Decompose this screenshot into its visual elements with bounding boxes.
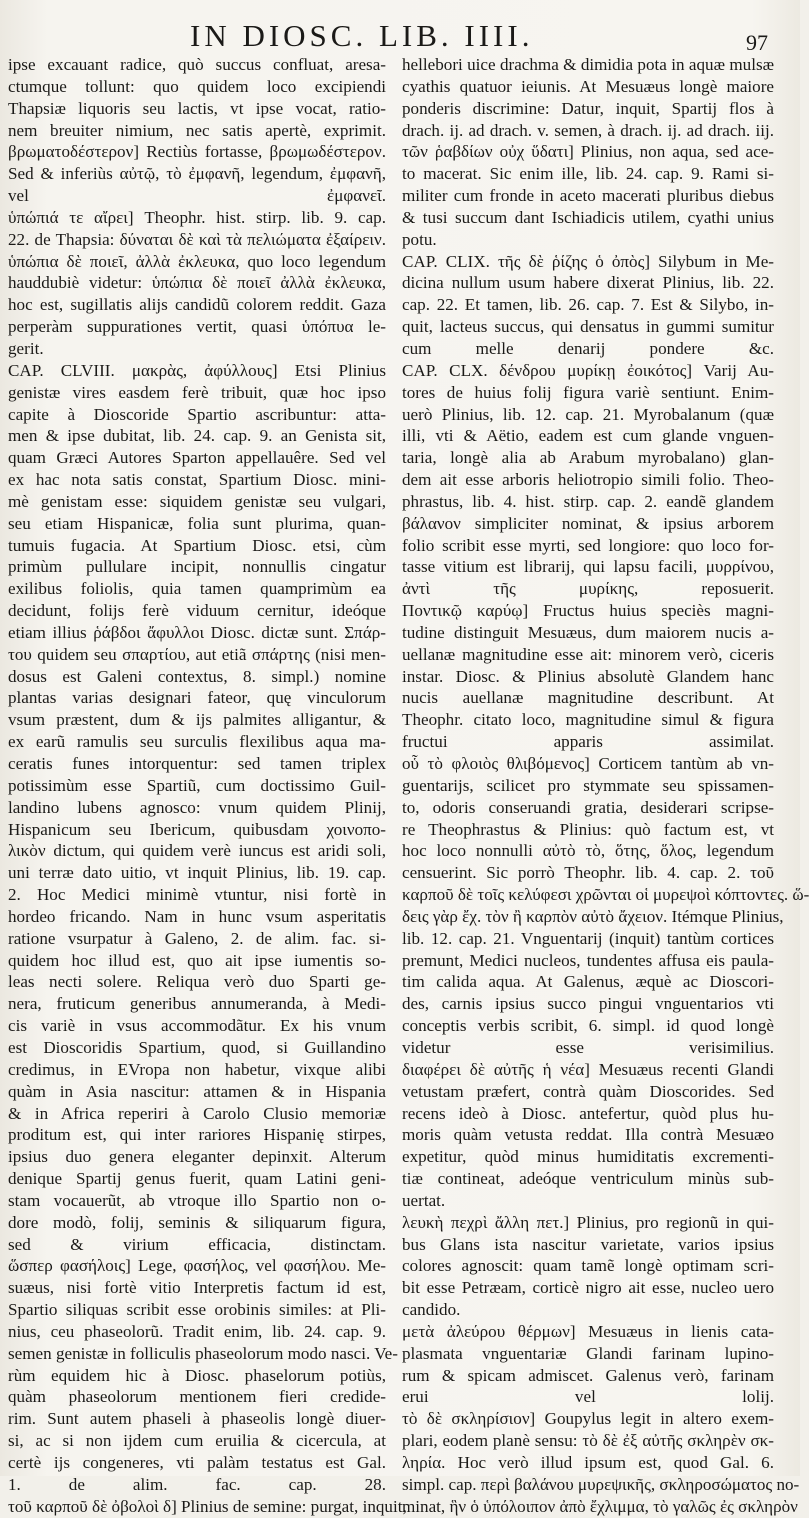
text-line: des, carnis ipsius succo pingui vnguentarios vti	[402, 994, 774, 1014]
text-line: potissimùm esse Spartiũ, cum doctissimo Guil-	[8, 775, 386, 795]
text-line: tasse vitium est librarij, qui lapsu facili, μυρρίνου,	[402, 557, 774, 577]
text-line: dore modò, folij, seminis & siliquarum figura,	[8, 1212, 386, 1232]
text-line: uerò Plinius, lib. 12. cap. 21. Myrobalanum (quæ	[402, 404, 774, 424]
text-line: exilibus foliolis, quia tamen quamprimùm ea	[8, 579, 386, 599]
text-line: cyathis quatuor ieiunis. At Mesuæus longè maiore	[402, 76, 774, 96]
right-text-column	[402, 54, 809, 1516]
text-line: Sed & inferiùs αὐτῷ, τὸ ἐμφανῆ, legendum, ἐμφανῆ,	[8, 164, 386, 184]
text-line: uellanæ magnitudine esse ait: minorem verò, ciceris	[402, 644, 774, 664]
text-line: videtur esse verisimilius.	[402, 1037, 774, 1057]
text-line: ponderis discrimine: Datur, inquit, Spartij flos à	[402, 98, 774, 118]
text-line: vel ἐμφανεῖ.	[8, 186, 386, 206]
text-line: ipse excauant radice, quò succus confluat, aresa-	[8, 55, 386, 74]
text-line: to macerat. Sic enim ille, lib. 24. cap. 9. Rami si-	[402, 164, 774, 184]
text-line: recens ideò à Diosc. antefertur, quòd plus hu-	[402, 1103, 774, 1123]
text-line: quam Græci Autores Sparton appellauêre. Sed vel	[8, 448, 386, 468]
text-line: re Theophrastus & Plinius: quò factum est, vt	[402, 819, 774, 839]
text-line: 2. Hoc Medici minimè vtuntur, nisi fortè in	[8, 885, 386, 905]
text-line: gerit.	[8, 338, 44, 358]
text-line: premunt, Medici nucleos, tundentes affusa eis paula-	[402, 950, 774, 970]
text-line: seu etiam Hispanicæ, folia sunt plurima, quan-	[8, 513, 386, 533]
text-line: minat, ἣν ὁ ὑπόλοιπον ἀπὸ ἔχλιμμα, τὸ γαλῶς ἐς σκληρὸν	[402, 1496, 798, 1516]
text-line: colores agnoscit: quam tamẽ longè optimam scri-	[402, 1256, 774, 1276]
left-text-column	[8, 54, 407, 1516]
text-line: Hispanicum seu Ibericum, quibusdam χοινοπο-	[8, 819, 386, 839]
text-line: men & ipse dubitat, lib. 24. cap. 9. an Genista sit,	[8, 426, 386, 446]
text-line: decidunt, folijs ferè viduum cernitur, ideóque	[8, 601, 386, 621]
text-line: cap. 22. Et tamen, lib. 26. cap. 7. Est & Silybo, in-	[402, 295, 774, 315]
text-line: λευκὴ πεχρὶ ἄλλη πετ.] Plinius, pro regionũ in qui-	[402, 1212, 774, 1232]
text-line: fructui apparis assimilat.	[402, 732, 774, 752]
running-head	[0, 14, 800, 54]
text-line: καρποῦ δὲ τοῖς κελύφεσι χρῶνται οἱ μυρεψοὶ κόπτοντες. ὥ-	[402, 885, 809, 905]
text-line: si, ac si non ijdem cum eruilia & cicercula, at	[8, 1431, 386, 1451]
text-line: & tusi succum dant Ischiadicis utilem, cyathi unius	[402, 207, 774, 227]
text-line: CAP. CLX. δένδρου μυρίκῃ ἐοικότος] Varij Au-	[402, 360, 774, 380]
text-line: bit esse Petræam, corticè nigro ait esse, nucleo uero	[402, 1278, 774, 1298]
text-line: cum melle denarij pondere &c.	[402, 338, 774, 358]
text-line: quàm phaseolorum mentionem fieri credide-	[8, 1387, 386, 1407]
text-line: dicina nullum usum habere dixerat Plinius, lib. 22.	[402, 273, 774, 293]
text-line: phrastus, lib. 4. hist. stirp. cap. 2. eandẽ glandem	[402, 491, 774, 511]
text-line: dosus est Galeni contextus, 8. simpl.) nomine	[8, 666, 386, 686]
text-line: tim calida aqua. At Galenus, æquè ac Dioscori-	[402, 972, 774, 992]
page-number: 97	[746, 30, 768, 55]
text-line: τῶν ῥαβδίων οὐχ ὕδατι] Plinius, non aqua, sed ace-	[402, 142, 774, 162]
text-line: semen genistæ in folliculis phaseolorum modo nasci. Ve-	[8, 1343, 398, 1363]
text-line: rum & spicam admiscet. Galenus verò, farinam	[402, 1365, 774, 1385]
text-line: ληρία. Hoc verò illud ipsum est, quod Gal. 6.	[402, 1453, 774, 1472]
text-line: ipsius duo genera eleganter depinxit. Alterum	[8, 1147, 386, 1167]
text-line: etiam illius ῥάβδοι ἄφυλλοι Diosc. dictæ sunt. Σπάρ-	[8, 622, 386, 642]
text-line: hoc est, sugillatis alijs candidũ colorem reddit. Gaza	[8, 295, 386, 315]
text-line: ex earũ ramulis seu surculis flexilibus aqua ma-	[8, 732, 386, 752]
text-line: moris quàm vetusta reddat. Illa contrà Mesuæo	[402, 1125, 774, 1145]
text-line: δεις γὰρ ἔχ. τὸν ἢ καρπὸν αὐτὸ ἄχειον. Itémque Plinius,	[402, 906, 784, 926]
text-line: οὗ τὸ φλοιὸς θλιβόμενος] Corticem tantùm ab vn-	[402, 754, 774, 773]
text-line: dem ait esse arboris heliotropio simili folio. Theo-	[402, 470, 774, 490]
text-line: ὥσπερ φασήλοις] Lege, φασήλος, vel φασήλου. Me-	[8, 1256, 386, 1276]
text-line: plari, eodem planè sensu: τὸ δὲ ἐξ αὐτῆς σκληρὲν σκ-	[402, 1431, 774, 1451]
text-line: quàm in Asia nascitur: attamen & in Hispania	[8, 1081, 386, 1101]
text-line: quidem hoc illud est, quo ait ipse iumentis so-	[8, 950, 386, 970]
text-line: & in Africa reperiri à Carolo Clusio memoriæ	[8, 1103, 386, 1123]
text-line: διαφέρει δὲ αὐτῆς ἡ νέα] Mesuæus recenti Glandi	[402, 1059, 774, 1079]
text-line: denique Spartij genus fuerit, quam Latini geni-	[8, 1169, 386, 1189]
text-line: suæus, nisi fortè vitio Interpretis factum id est,	[8, 1278, 386, 1298]
text-line: plasmata vnguentariæ Glandi farinam lupino-	[402, 1343, 774, 1363]
text-line: candido.	[402, 1300, 461, 1320]
text-line: nera, fruticum generibus annumeranda, à Medi-	[8, 994, 386, 1014]
text-line: ctumque tollunt: quo quidem loco excipiendi	[8, 76, 386, 96]
text-line: tumuis fugacia. At Spartium Diosc. etsi, cùm	[8, 535, 386, 555]
text-line: primùm pullulare incipit, nonnullis cingatur	[8, 557, 386, 577]
text-line: credimus, in EVropa non habetur, vixque alibi	[8, 1059, 386, 1079]
text-line: ἀντὶ τῆς μυρίκης, reposuerit.	[402, 579, 774, 599]
text-line: plantas varias designari fateor, quę vinculorum	[8, 688, 386, 708]
text-line: CAP. CLIX. τῆς δὲ ῥίζης ὁ ὀπὸς] Silybum in Me-	[402, 251, 774, 271]
text-line: του quidem seu σπαρτίου, aut etiã σπάρτης (nisi men-	[8, 644, 386, 664]
text-line: ceratis funes intorquentur: sed tamen triplex	[8, 754, 386, 773]
text-line: bus Glans ista nascitur varietate, varios ipsius	[402, 1234, 774, 1254]
text-line: nem breuiter nimium, nec satis apertè, exprimit.	[8, 120, 386, 140]
text-line: rim. Sunt autem phaseli à phaseolis longè diuer-	[8, 1409, 386, 1429]
text-line: mè genistam esse: siquidem genistæ seu vulgari,	[8, 491, 386, 511]
text-line: tores de huius folij figura variè sentiunt. Enim-	[402, 382, 774, 402]
text-line: militer cum fronde in aceto macerati pluribus diebus	[402, 186, 774, 206]
text-line: vetustam præfert, contrà quàm Dioscorides. Sed	[402, 1081, 774, 1101]
text-line: ὑπώπιά τε αἴρει] Theophr. hist. stirp. lib. 9. cap.	[8, 207, 386, 227]
text-line: to, odoris conseruandi gratia, desiderari scripse-	[402, 797, 774, 817]
text-line: sed & virium efficacia, distinctam.	[8, 1234, 386, 1254]
text-line: proditum est, qui inter rariores Hispanię stirpes,	[8, 1125, 386, 1145]
text-line: βρωματοδέστερον] Rectiùs fortasse, βρωμωδέστερον.	[8, 142, 386, 162]
text-line: capite à Dioscoride Spartio ascribuntur: atta-	[8, 404, 386, 424]
text-line: ὑπώπια δὲ ποιεῖ, ἀλλὰ ἐκλευκα, quo loco legendum	[8, 251, 386, 271]
text-line: tiæ contineat, adeóque ventriculum minùs sub-	[402, 1169, 774, 1189]
text-line: hauddubiè videtur: ὑπώπια δὲ ποιεῖ ἀλλὰ ἐκλευκα,	[8, 273, 386, 293]
text-line: folio scribit esse myrti, sed longiore: quo loco for-	[402, 535, 774, 555]
text-line: quit, lacteus succus, qui densatus in gummi sumitur	[402, 317, 774, 337]
text-line: μετὰ ἀλεύρου θέρμων] Mesuæus in lienis cata-	[402, 1321, 774, 1341]
text-line: hordeo fricando. Nam in hunc vsum asperitatis	[8, 906, 386, 926]
text-line: est Dioscoridis Spartium, quod, si Guillandino	[8, 1037, 386, 1057]
text-line: genistæ vires easdem ferè tribuit, quæ hoc ipso	[8, 382, 386, 402]
text-line: 1. de alim. fac. cap. 28.	[8, 1474, 386, 1494]
text-line: Thapsiæ liquoris seu lactis, vt ipse vocat, ratio-	[8, 98, 386, 118]
text-line: βάλανον simpliciter nominat, & ipsius arborem	[402, 513, 774, 533]
text-line: nius, ceu phaseolorũ. Tradit enim, lib. 24. cap. 9.	[8, 1321, 386, 1341]
text-line: Ποντικῷ καρύῳ] Fructus huius speciès magni-	[402, 601, 774, 621]
text-line: taria, longè alia ab Arabum myrobalano) glan-	[402, 448, 774, 468]
text-line: 22. de Thapsia: δύναται δὲ καὶ τὰ πελιώματα ἐξαίρειν.	[8, 229, 386, 249]
text-line: instar. Diosc. & Plinius absolutè Glandem hanc	[402, 666, 774, 686]
text-line: perperàm suppurationes vertit, quasi ὑπόπυα le-	[8, 317, 386, 337]
text-line: simpl. cap. περὶ βαλάνου μυρεψικῆς, σκληροσώματος no-	[402, 1474, 800, 1494]
text-line: landino lubens agnosco: vnum quidem Plinij,	[8, 797, 386, 817]
text-line: potu.	[402, 229, 437, 249]
text-line: rùm equidem hic à Diosc. phaselorum potiùs,	[8, 1365, 386, 1385]
text-line: Spartio siliquas scribit esse orobinis similes: at Pli-	[8, 1300, 386, 1320]
text-line: τοῦ καρποῦ δὲ ὀβολοὶ δ] Plinius de semine: purgat, inquit,	[8, 1496, 407, 1516]
text-line: hellebori uice drachma & dimidia pota in aquæ mulsæ	[402, 55, 774, 74]
text-line: tudine distinguit Mesuæus, dum maiorem nucis a-	[402, 622, 774, 642]
text-line: illi, vti & Aëtio, eadem est cum glande vnguen-	[402, 426, 774, 446]
text-line: λικὸν dictum, qui quidem verè iuncus est aridi soli,	[8, 841, 386, 861]
text-line: certè ijs congeneres, vti palàm testatus est Gal.	[8, 1453, 386, 1472]
text-line: ex hac nota satis constat, Spartium Diosc. mini-	[8, 470, 386, 490]
text-line: hoc loco nonnulli αὐτὸ τὸ, ὅτης, ὅλος, legendum	[402, 841, 774, 861]
text-line: vsum præstent, dum & ijs palmites alligantur, &	[8, 710, 386, 730]
text-line: conceptis verbis scribit, 6. simpl. id quod longè	[402, 1016, 774, 1036]
text-line: uni terræ dato uitio, vt inquit Plinius, lib. 19. cap.	[8, 863, 386, 883]
text-line: ratione vsurpatur à Galeno, 2. de alim. fac. si-	[8, 928, 386, 948]
text-line: uertat.	[402, 1190, 446, 1210]
text-line: drach. ij. ad drach. v. semen, à drach. ij. ad drach. iij.	[402, 120, 774, 140]
text-line: lib. 12. cap. 21. Vnguentarij (inquit) tantùm cortices	[402, 928, 774, 948]
text-line: censuerint. Sic porrò Theophr. lib. 4. cap. 2. τοῦ	[402, 863, 774, 883]
text-line: Theophr. citato loco, magnitudine simul & figura	[402, 710, 774, 730]
text-line: nucis auellanæ magnitudine describunt. At	[402, 688, 774, 708]
text-line: τὸ δὲ σκληρίσιον] Goupylus legit in altero exem-	[402, 1409, 774, 1429]
text-line: CAP. CLVIII. μακρὰς, ἀφύλλους] Etsi Plinius	[8, 360, 386, 380]
text-line: expetitur, quòd minus humiditatis excrementi-	[402, 1147, 774, 1167]
text-line: stam vocauerũt, ab vtroque illo Spartio non o-	[8, 1190, 386, 1210]
text-line: cis variè in vsus accommodãtur. Ex his vnum	[8, 1016, 386, 1036]
text-line: guentarijs, scilicet pro stymmate seu spissamen-	[402, 775, 774, 795]
text-line: leas necti solere. Reliqua verò duo Sparti ge-	[8, 972, 386, 992]
text-line: erui vel lolij.	[402, 1387, 774, 1407]
running-head-title: IN DIOSC. LIB. IIII.	[190, 18, 534, 53]
